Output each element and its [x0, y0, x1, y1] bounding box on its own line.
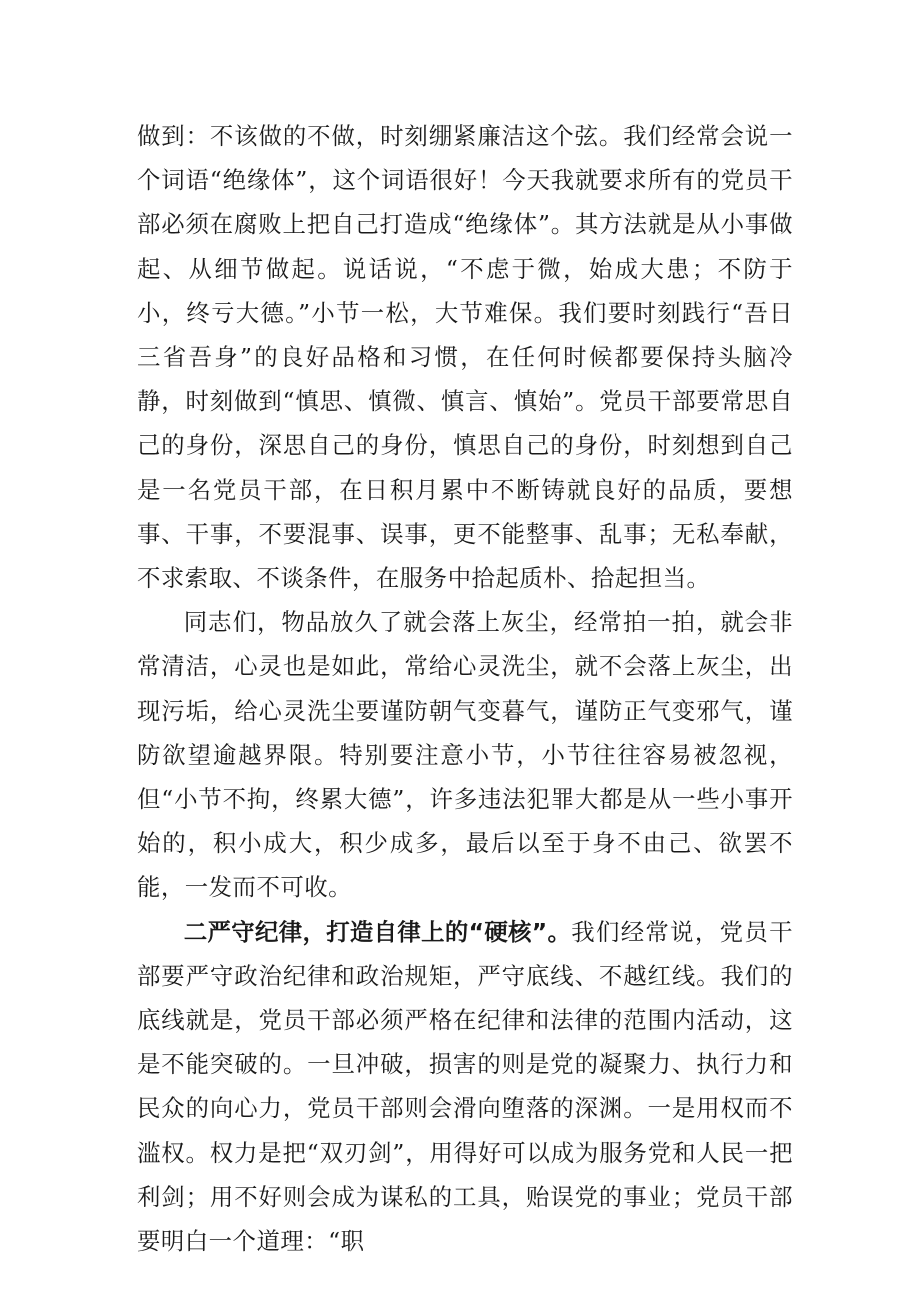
document-body — [137, 114, 793, 1263]
paragraph-continuation: 做到：不该做的不做，时刻绷紧廉洁这个弦。我们经常会说一个词语“绝缘体”，这个词语很好！今天我就要求所有的党员干部必须在腐败上把自己打造成“绝缘体”。其方法就是从小事做起、从细节做起。说话说，“不虑于微，始成大患；不防于小，终亏大德。”小节一松，大节难保。我们要时刻践行“吾日三省吾身”的良好品格和习惯，在任何时候都要保持头脑冷静，时刻做到“慎思、慎微、慎言、慎始”。党员干部要常思自己的身份，深思自己的身份，慎思自己的身份，时刻想到自己是一名党员干部，在日积月累中不断铸就良好的品质，要想事、干事，不要混事、误事，更不能整事、乱事；无私奉献，不求索取、不谈条件，在服务中拾起质朴、拾起担当。 — [137, 122, 793, 593]
section-heading: 二严守纪律，打造自律上的“硬核”。 — [183, 917, 572, 946]
paragraph-discipline — [137, 910, 793, 1264]
paragraph-comrades: 同志们，物品放久了就会落上灰尘，经常拍一拍，就会非常清洁，心灵也是如此，常给心灵洗尘，就不会落上灰尘，出现污垢，给心灵洗尘要谨防朝气变暮气，谨防正气变邪气，谨防欲望逾越界限。特别要注意小节，小节往往容易被忽视，但“小节不拘，终累大德”，许多违法犯罪大都是从一些小事开始的，积小成大，积少成多，最后以至于身不由己、欲罢不能，一发而不可收。 — [137, 608, 793, 902]
section-heading-body: 我们经常说，党员干部要严守政治纪律和政治规矩，严守底线、不越红线。我们的底线就是，党员干部必须严格在纪律和法律的范围内活动，这是不能突破的。一旦冲破，损害的则是党的凝聚力、执行力和民众的向心力，党员干部则会滑向堕落的深渊。一是用权而不滥权。权力是把“双刃剑”，用得好可以成为服务党和人民一把利剑；用不好则会成为谋私的工具，贻误党的事业；党员干部要明白一个道理：“职 — [137, 917, 793, 1256]
